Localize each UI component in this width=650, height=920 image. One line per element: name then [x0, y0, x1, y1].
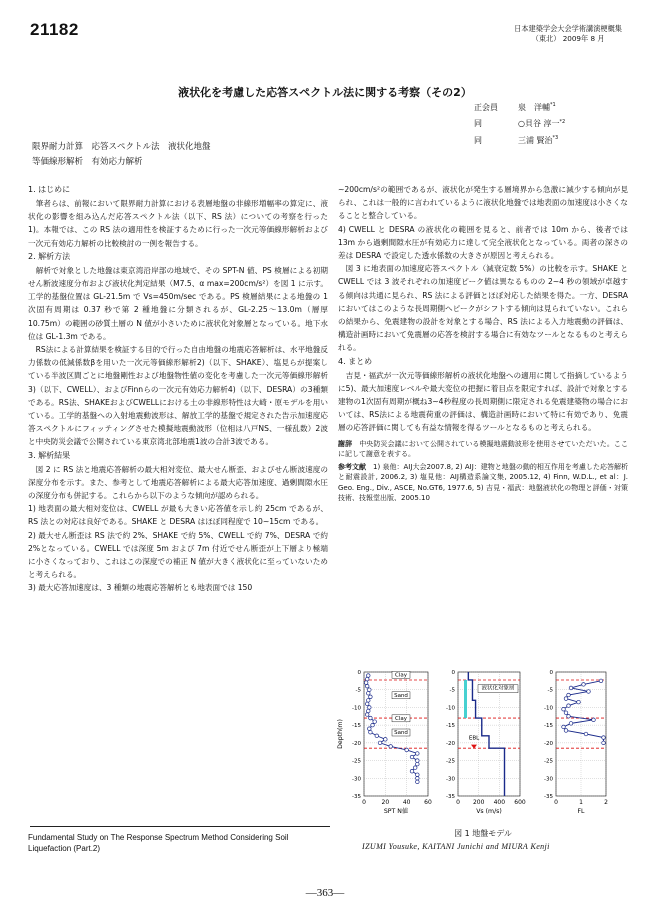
- data-point: [366, 674, 370, 678]
- data-point: [564, 711, 568, 715]
- data-point: [368, 706, 372, 710]
- data-point: [602, 736, 606, 740]
- data-point: [375, 734, 379, 738]
- author-mark: *2: [559, 118, 566, 125]
- data-point: [371, 723, 375, 727]
- author-role: 正会員: [474, 102, 498, 112]
- section-heading: 3. 解析結果: [28, 450, 71, 460]
- data-point: [564, 697, 568, 701]
- x-tick-label: 600: [514, 799, 526, 806]
- soil-label: Clay: [395, 672, 407, 679]
- soil-label: Clay: [395, 715, 407, 722]
- conference-info: [514, 24, 622, 44]
- acknowledgement: [338, 439, 628, 460]
- data-line: [366, 676, 417, 782]
- soil-label: Sand: [394, 692, 408, 699]
- data-point: [416, 776, 420, 780]
- soil-model-figure: [334, 664, 634, 840]
- references-text: 1) 泉他：AIJ大会2007.8, 2) AIJ：建物と地盤の動的相互作用を考慮した応答解析と耐震設計, 2006.2, 3) 塩見他：AIJ構造系論文集, 2005.12, 4) Finn, W.D.L., et al：J. Geo. Eng., Div., ASCE, No.GT6, 1977.6, 5) 吉見・福武：地盤液状化の物理と評価・対策技術、技報堂出版、2005.10: [338, 462, 628, 503]
- paragraph: 3) 最大応答加速度は、3 種類の地震応答解析とも地表面では 150: [28, 583, 253, 593]
- right-column-body: [338, 183, 628, 435]
- y-tick-label: 0: [357, 670, 361, 676]
- y-tick-label: -15: [446, 723, 455, 730]
- section-heading: 2. 解析方法: [28, 251, 71, 261]
- data-point: [366, 691, 370, 695]
- data-point: [369, 730, 373, 734]
- data-point: [364, 681, 368, 685]
- x-tick-label: 200: [472, 799, 485, 806]
- y-tick-label: -35: [544, 794, 553, 800]
- paragraph: 2) 最大せん断歪は RS 法で約 2%、SHAKE で約 5%、CWELL で約 7%、DESRA で約 2%となっている。CWELL では深度 5m および 7m 付近でせん断歪が上下層より極端に小さくなっており、これはこの深度での補正 N 値が大きく液状化に至っていないためと考えられる。: [28, 530, 328, 580]
- data-point: [416, 762, 420, 766]
- x-tick-label: 1: [579, 799, 583, 806]
- y-tick-label: -5: [449, 687, 455, 694]
- author-name: 三浦 賢治: [518, 135, 553, 145]
- paragraph: 図 2 に RS 法と地震応答解析の最大相対変位、最大せん断歪、およびせん断波速度の深度分布を示す。また、参考として地震応答解析による最大応答加速度、過剰間隙水圧の深度分布も併記する。これらから以下のような傾向が認められる。: [28, 464, 328, 501]
- data-point: [373, 720, 377, 724]
- data-point: [368, 688, 372, 692]
- data-point: [366, 709, 370, 713]
- x-axis-label: SPT N値: [383, 808, 409, 815]
- data-point: [602, 741, 606, 745]
- data-point: [569, 686, 573, 690]
- data-point: [410, 769, 414, 773]
- data-point: [366, 699, 370, 703]
- paragraph: 4) CWELL と DESRA の液状化の範囲を見ると、前者では 10m から、後者では 13m から過剰間隙水圧が有効応力に達して完全液状化となっている。両者の深さの差は DESRA で設定した透水係数の大きさが原因と考えられる。: [338, 224, 628, 261]
- keywords: [32, 140, 211, 170]
- x-tick-label: 0: [456, 799, 460, 806]
- author-role: 同: [474, 135, 482, 145]
- x-tick-label: 400: [493, 799, 506, 806]
- y-tick-label: -30: [446, 776, 455, 783]
- data-point: [569, 722, 573, 726]
- data-point: [416, 773, 420, 777]
- references: [338, 462, 628, 504]
- data-point: [389, 745, 393, 749]
- left-column: [28, 183, 328, 595]
- data-point: [365, 702, 369, 706]
- paragraph: ~200cm/s²の範囲であるが、液状化が発生する層境界から急激に減少する傾向が見られ、これは一般的に言われているように液状化地盤では地表面の加速度は小さくなることと整合している。: [338, 185, 628, 221]
- data-point: [587, 690, 591, 694]
- data-point: [567, 704, 571, 708]
- y-tick-label: -10: [446, 705, 455, 712]
- references-label: 参考文献: [338, 462, 367, 471]
- data-point: [564, 729, 568, 733]
- data-point: [562, 725, 566, 729]
- paragraph: RS法による計算結果を検証する目的で行った自由地盤の地震応答解析は、水平地盤反力係数の低減係数βを用いた一次元等価線形解析2)（以下、SHAKE）、塩見らが提案している半波区間ごとに地盤剛性および地盤物性値の変化を考慮した一次元等価線形解析3)（以下、CWELL）、およびFinnらの一次元有効応力解析4)（以下、DESRA）の3種類である。RS法、SHAKEおよびCWELLにおける土の非線形特性は大崎・原モデルを用いている。工学的基盤への入射地震動波形は、解放工学的基盤で規定された告示加速度応答スペクトルにフィッティングさせた模擬地震動波形（位相は八戸NS、一様乱数）2波と中央防災会議で公開されている東京湾北部地震1波の合計3波である。: [28, 345, 328, 447]
- depth-axis-label: Depth(m): [337, 719, 344, 749]
- ebl-label: EBL: [468, 735, 480, 742]
- paragraph: 図 3 に地表面の加速度応答スペクトル（減衰定数 5%）の比較を示す。SHAKE と CWELL では 3 波それぞれの加速度ピーク値は異なるものの 2~4 秒の領域が卓越する傾向は共通に見られ、RS 法による評価とほぼ対応した結果を得た。一方、DESRA においてはこのような長周期側へピークがシフトする傾向は見られていない。これらの結果から、免震建物の設計を対象とする場合、RS 法による入力地震動の評価は、構造計画時において免震層の応答を検討する場合に有効なツールとなるものと考えられる。: [338, 264, 628, 353]
- y-tick-label: -25: [352, 758, 361, 765]
- acknowledgement-text: 中央防災会議において公開されている模擬地震動波形を使用させていただいた。ここに記して謝意を表する。: [338, 439, 629, 459]
- x-axis-label: Vs (m/s): [476, 808, 502, 815]
- x-tick-label: 0: [554, 799, 558, 806]
- y-tick-label: -25: [544, 758, 553, 765]
- y-tick-label: -10: [544, 705, 553, 712]
- ebl-marker: [471, 745, 477, 749]
- data-point: [592, 718, 596, 722]
- data-point: [567, 693, 571, 697]
- x-axis-label: FL: [577, 808, 585, 815]
- acknowledgement-label: 謝辞: [338, 439, 353, 448]
- paragraph: 筆者らは、前報において限界耐力計算における表層地盤の非線形増幅率の算定に、液状化の影響を組み込んだ応答スペクトル法（以下、RS 法）についての考察を行った 1)。本報では、この RS 法の適用性を検証するために行った一次元等価線形解析および一次元有効応力解析の比較検討の一例を報告する。: [28, 199, 328, 248]
- y-tick-label: -30: [544, 776, 553, 783]
- data-point: [365, 713, 369, 717]
- right-column: [338, 183, 628, 504]
- y-tick-label: -15: [544, 723, 553, 730]
- y-tick-label: -20: [352, 740, 361, 747]
- author-name: 泉 洋輔: [518, 102, 550, 112]
- data-point: [413, 766, 417, 770]
- paragraph: 解析で対象とした地盤は東京湾沿岸部の地域で、その SPT-N 値、PS 検層による初期せん断波速度分布および液状化判定結果（M7.5、α max=200cm/s²）を図 1 に示す。工学的基盤位置は GL-21.5m で Vs=450m/sec である。PS 検層結果による地盤の 1 次固有周期は 0.37 秒で第 2 種地盤に分類されるが、GL-2.25～13.0m（層厚 10.75m）の範囲の砂質土層の N 値が小さいために液状化対象層となっている。地下水位は GL-1.3m である。: [28, 265, 328, 341]
- page-number: —363—: [305, 887, 345, 899]
- data-point: [577, 700, 581, 704]
- paragraph: 1) 地表面の最大相対変位は、CWELL が最も大きい応答値を示し約 25cm であるが、RS 法との対応は良好である。SHAKE と DESRA はほぼ同程度で 10~15cm である。: [28, 504, 328, 527]
- paper-title: 液状化を考慮した応答スペクトル法に関する考察（その2）: [178, 86, 472, 99]
- data-point: [567, 714, 571, 718]
- author-row: [474, 115, 565, 132]
- data-point: [416, 752, 420, 756]
- section-heading: 1. はじめに: [28, 185, 71, 194]
- data-line: [564, 681, 604, 743]
- data-point: [365, 677, 369, 681]
- data-point: [369, 716, 373, 720]
- y-tick-label: -5: [547, 687, 553, 694]
- author-row: [474, 131, 565, 148]
- author-mark: *3: [552, 135, 559, 142]
- x-tick-label: 20: [381, 799, 390, 806]
- y-tick-label: 0: [549, 670, 553, 676]
- author-list: [474, 98, 565, 148]
- x-tick-label: 2: [604, 799, 608, 806]
- data-point: [365, 684, 369, 688]
- paragraph: 吉見・福武が一次元等価線形解析の液状化地盤への適用に関して指摘しているように5)、最大加速度レベルや最大変位の把握に着目点を限定すれば、設計で対象とする建物の1次固有周期が概ね3~4秒程度の長周期側に限定される免震建築物の場合においては、RS法による地震荷重の評価は、構造計画時において特に有効であり、免震層の応答評価に関しても有益な情報を得るツールとなるものと考えられる。: [338, 370, 628, 433]
- y-tick-label: -35: [446, 794, 455, 800]
- author-mark: *1: [550, 102, 556, 108]
- paper-number: 21182: [30, 20, 79, 39]
- data-point: [369, 695, 373, 699]
- data-point: [584, 732, 588, 736]
- conference-line-2: （東北） 2009年 8 月: [531, 34, 605, 43]
- figure-caption: 図 1 地盤モデル: [454, 829, 512, 838]
- y-tick-label: -15: [352, 723, 361, 730]
- data-point: [384, 738, 388, 742]
- y-tick-label: -30: [352, 776, 361, 783]
- english-title: Fundamental Study on The Response Spectrum Method Considering Soil Liquefaction (Part.2): [28, 833, 289, 853]
- data-point: [582, 683, 586, 687]
- section-heading: 4. まとめ: [338, 356, 373, 366]
- data-point: [410, 755, 414, 759]
- y-tick-label: -20: [446, 740, 455, 747]
- data-point: [599, 679, 603, 683]
- y-tick-label: -10: [352, 705, 361, 712]
- x-tick-label: 60: [424, 799, 432, 806]
- liquefaction-label: 液状化対象層: [481, 685, 515, 692]
- data-point: [416, 759, 420, 763]
- conference-line-1: 日本建築学会大会学術講演梗概集: [514, 24, 622, 33]
- y-tick-label: -5: [355, 687, 361, 694]
- keywords-line-2: 等価線形解析 有効応力解析: [32, 157, 143, 167]
- author-row: [474, 98, 565, 115]
- author-role: 同: [474, 119, 482, 129]
- data-point: [378, 741, 382, 745]
- x-tick-label: 0: [362, 799, 366, 806]
- author-name: ○貝谷 淳一: [518, 119, 560, 129]
- liquefaction-band: [464, 680, 467, 718]
- divider: [30, 826, 330, 827]
- data-point: [368, 727, 372, 731]
- keywords-line-1: 限界耐力計算 応答スペクトル法 液状化地盤: [32, 142, 211, 152]
- x-tick-label: 40: [402, 799, 411, 806]
- data-point: [416, 780, 420, 784]
- data-point: [562, 707, 566, 711]
- y-tick-label: -35: [352, 794, 361, 800]
- soil-label: Sand: [394, 730, 408, 736]
- y-tick-label: 0: [451, 670, 455, 676]
- english-authors: IZUMI Yousuke, KAITANI Junichi and MIURA Kenji: [362, 842, 550, 851]
- y-tick-label: -20: [544, 740, 553, 747]
- y-tick-label: -25: [446, 758, 455, 765]
- data-point: [405, 748, 409, 752]
